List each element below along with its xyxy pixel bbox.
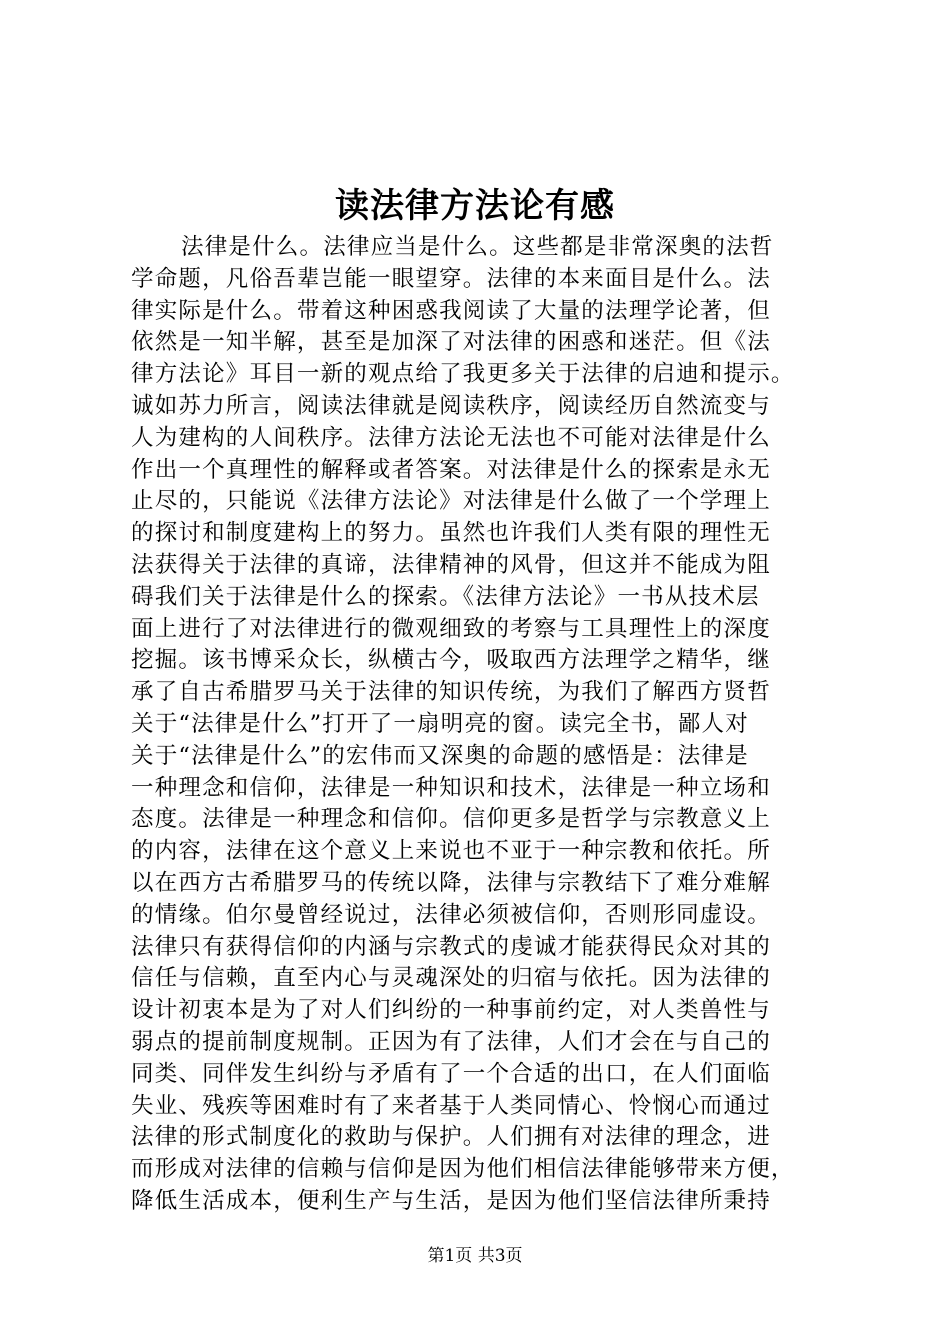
body-line: 作出一个真理性的解释或者答案。对法律是什么的探索是永无 — [131, 456, 771, 483]
body-line: 挖掘。该书博采众长，纵横古今，吸取西方法理学之精华，继 — [131, 647, 771, 674]
body-line: 一种理念和信仰，法律是一种知识和技术，法律是一种立场和 — [131, 774, 771, 801]
body-line: 律方法论》耳目一新的观点给了我更多关于法律的启迪和提示。 — [131, 361, 795, 388]
body-line: 法律只有获得信仰的内涵与宗教式的虔诚才能获得民众对其的 — [131, 933, 771, 960]
body-line: 失业、残疾等困难时有了来者基于人类同情心、怜悯心而通过 — [131, 1092, 771, 1119]
body-line: 同类、同伴发生纠纷与矛盾有了一个合适的出口，在人们面临 — [131, 1060, 771, 1087]
body-line: 止尽的，只能说《法律方法论》对法律是什么做了一个学理上 — [131, 488, 771, 515]
body-line: 承了自古希腊罗马关于法律的知识传统，为我们了解西方贤哲 — [131, 679, 771, 706]
page-footer: 第1页 共3页 — [427, 1246, 523, 1266]
document-title: 读法律方法论有感 — [335, 186, 615, 226]
body-line: 法律的形式制度化的救助与保护。人们拥有对法律的理念，进 — [131, 1124, 771, 1151]
body-line: 的内容，法律在这个意义上来说也不亚于一种宗教和依托。所 — [131, 838, 771, 865]
body-line: 弱点的提前制度规制。正因为有了法律，人们才会在与自己的 — [131, 1028, 771, 1055]
body-line: 人为建构的人间秩序。法律方法论无法也不可能对法律是什么 — [131, 424, 771, 451]
body-line: 律实际是什么。带着这种困惑我阅读了大量的法理学论著，但 — [131, 297, 771, 324]
body-line: 态度。法律是一种理念和信仰。信仰更多是哲学与宗教意义上 — [131, 806, 771, 833]
body-line: 学命题，凡俗吾辈岂能一眼望穿。法律的本来面目是什么。法 — [131, 265, 771, 292]
body-line: 碍我们关于法律是什么的探索。《法律方法论》一书从技术层 — [131, 583, 760, 610]
body-line: 以在西方古希腊罗马的传统以降，法律与宗教结下了难分难解 — [131, 869, 771, 896]
body-line: 法获得关于法律的真谛，法律精神的风骨，但这并不能成为阻 — [131, 551, 771, 578]
body-line: 关于“法律是什么”的宏伟而又深奥的命题的感悟是：法律是 — [131, 742, 749, 769]
body-line: 而形成对法律的信赖与信仰是因为他们相信法律能够带来方便， — [131, 1156, 795, 1183]
body-line: 的探讨和制度建构上的努力。虽然也许我们人类有限的理性无 — [131, 520, 771, 547]
body-line: 的情缘。伯尔曼曾经说过，法律必须被信仰，否则形同虚设。 — [131, 901, 771, 928]
body-line: 降低生活成本，便利生产与生活，是因为他们坚信法律所秉持 — [131, 1187, 771, 1214]
body-line: 信任与信赖，直至内心与灵魂深处的归宿与依托。因为法律的 — [131, 965, 771, 992]
body-line: 依然是一知半解，甚至是加深了对法律的困惑和迷茫。但《法 — [131, 329, 771, 356]
body-line: 设计初衷本是为了对人们纠纷的一种事前约定，对人类兽性与 — [131, 997, 771, 1024]
body-line: 关于“法律是什么”打开了一扇明亮的窗。读完全书，鄙人对 — [131, 710, 749, 737]
body-line: 面上进行了对法律进行的微观细致的考察与工具理性上的深度 — [131, 615, 771, 642]
body-line: 法律是什么。法律应当是什么。这些都是非常深奥的法哲 — [181, 234, 774, 260]
document-body — [131, 232, 831, 1218]
body-line: 诚如苏力所言，阅读法律就是阅读秩序，阅读经历自然流变与 — [131, 392, 771, 419]
